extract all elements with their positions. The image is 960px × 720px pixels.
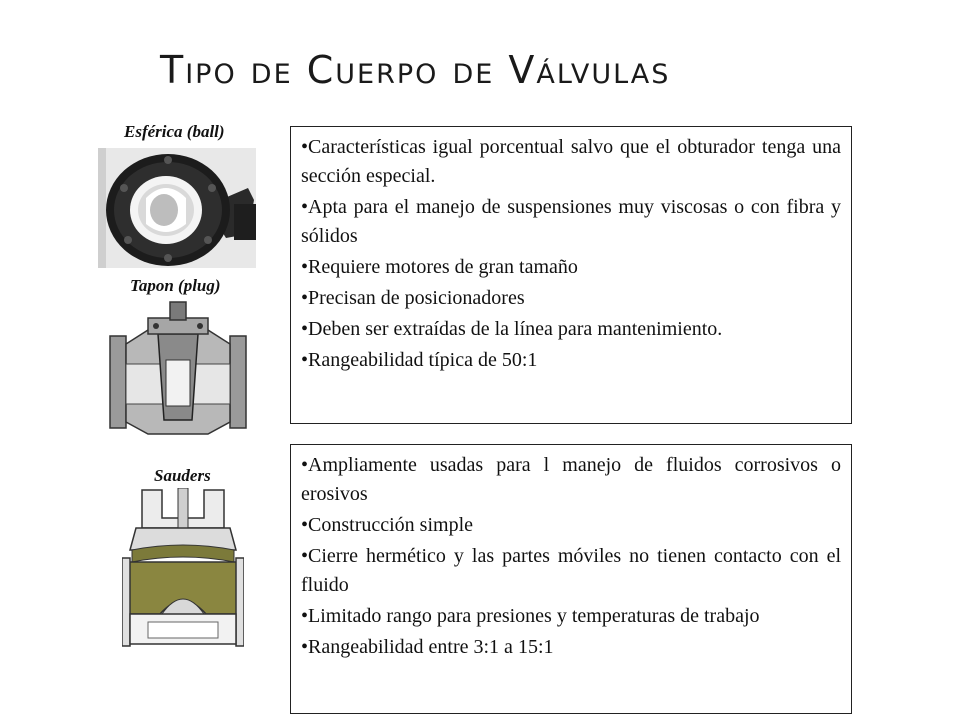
saunders-valve-icon <box>122 488 244 648</box>
list-item: • Construcción simple <box>301 511 841 540</box>
slide-title: Tipo de Cuerpo de Válvulas <box>160 48 671 92</box>
ball-valve-image <box>98 148 256 268</box>
list-item: • Cierre hermético y las partes móviles no tienen contacto con el fluido <box>301 542 841 600</box>
plug-valve-image <box>108 300 248 440</box>
ball-plug-characteristics-box <box>290 126 852 424</box>
characteristics-list-2 <box>301 451 841 662</box>
list-item: • Rangeabilidad entre 3:1 a 15:1 <box>301 633 841 662</box>
list-item: • Características igual porcentual salvo que el obturador tenga una sección especial. <box>301 133 841 191</box>
saunders-valve-image <box>122 488 244 648</box>
characteristics-list-1 <box>301 133 841 375</box>
list-item: • Requiere motores de gran tamaño <box>301 253 841 282</box>
plug-valve-label: Tapon (plug) <box>130 276 221 295</box>
list-item: • Precisan de posicionadores <box>301 284 841 313</box>
saunders-valve-label: Sauders <box>154 466 211 485</box>
plug-valve-icon <box>108 300 248 440</box>
list-item: • Limitado rango para presiones y temperaturas de trabajo <box>301 602 841 631</box>
list-item: • Apta para el manejo de suspensiones muy viscosas o con fibra y sólidos <box>301 193 841 251</box>
ball-valve-label: Esférica (ball) <box>124 122 225 141</box>
ball-valve-icon <box>98 148 256 268</box>
list-item: • Rangeabilidad típica de 50:1 <box>301 346 841 375</box>
list-item: • Deben ser extraídas de la línea para mantenimiento. <box>301 315 841 344</box>
saunders-characteristics-box <box>290 444 852 714</box>
list-item: • Ampliamente usadas para l manejo de fluidos corrosivos o erosivos <box>301 451 841 509</box>
